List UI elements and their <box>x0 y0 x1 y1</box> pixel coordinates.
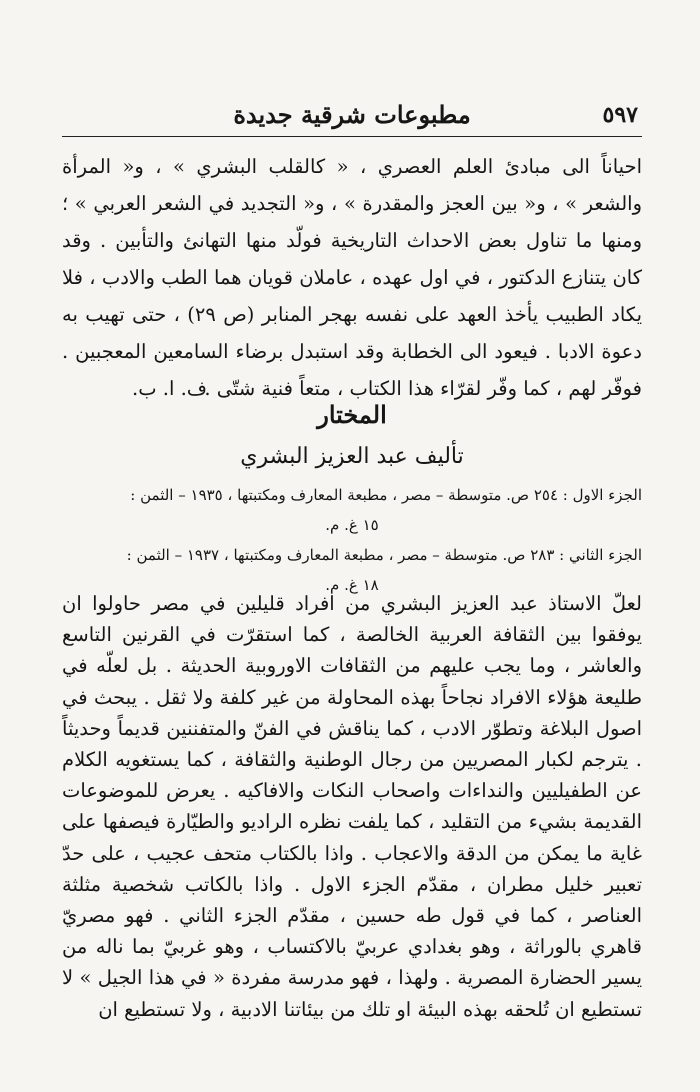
book-author: تأليف عبد العزيز البشري <box>240 444 464 469</box>
volume-price: ١٨ غ. م. <box>325 576 379 594</box>
volume-entry <box>62 480 642 540</box>
review-text: احياناً الى مبادئ العلم العصري ، « كالقلب البشري » ، و« المرأة والشعر » ، و« بين العجز والمقدرة » ، و« التجديد في الشعر العربي » ؛ ومنها ما تناول بعض الاحداث التاريخية فولّد منها التهانئ والتأبين . وقد كان يتنازع الدكتور ، في اول عهده ، عاملان قويان هما الطب والادب ، فلا يكاد الطبيب يأخذ العهد على نفسه بهجر المنابر (ص ٢٩) ، حتى تهيب به دعوة الادبا . فيعود الى الخطابة وقد استبدل برضاء السامعين المعجبين . فوفّر لهم ، كما وفّر لقرّاء هذا الكتاب ، متعاً فنية شتّى . <box>62 155 642 400</box>
running-title: مطبوعات شرقية جديدة <box>233 100 471 129</box>
page-header <box>62 96 642 137</box>
volume-details: الجزء الثاني : ٢٨٣ ص. متوسطة – مصر ، مطبعة المعارف ومكتبتها ، ١٩٣٧ – الثمن : <box>126 546 642 564</box>
page-number: ٥٩٧ <box>602 102 638 128</box>
review-signature: ف. ا. ب. <box>132 377 207 400</box>
review-paragraph <box>62 148 642 407</box>
book-title: المختار <box>317 400 387 429</box>
volume-list <box>62 480 642 600</box>
volume-price: ١٥ غ. م. <box>325 516 379 534</box>
volume-details: الجزء الاول : ٢٥٤ ص. متوسطة – مصر ، مطبعة المعارف ومكتبتها ، ١٩٣٥ – الثمن : <box>130 486 642 504</box>
book-review-body: لعلّ الاستاذ عبد العزيز البشري من افراد قليلين في مصر حاولوا ان يوفقوا بين الثقافة العربية الخالصة ، كما استقرّت في القرنين التاسع والعاشر ، وما يجب عليهم من الثقافات الاوروبية الحديثة . بل لعلّه في طليعة هؤلاء الافراد نجاحاً بهذه المحاولة من غير كلفة ولا ثقل . يبحث في اصول البلاغة وتطوّر الادب ، كما يناقش في الفنّ والمتفننين قديماً وحديثاً . يترجم لكبار المصريين من رجال الوطنية والثقافة ، كما يستغويه الكلام عن الطفيليين والنداءات واصحاب النكات والافاكيه . يعرض للموضوعات القديمة بشيء من التقليد ، كما يلفت نظره الراديو والطيّارة فيصفها على غاية ما يمكن من الدقة والاعجاب . واذا بالكتاب متحف عجيب ، على حدّ تعبير خليل مطران ، مقدّم الجزء الاول . واذا بالكاتب شخصية مثلثة العناصر ، كما في قول طه حسين ، مقدّم الجزء الثاني . فهو مصريّ قاهري بالوراثة ، وهو بغدادي عربيّ بالاكتساب ، وهو غربيّ بما ناله من يسير الحضارة المصرية . ولهذا ، فهو مدرسة مفردة « في هذا الجيل » لا تستطيع ان تُلحقه بهذه البيئة او تلك من بيئاتنا الادبية ، ولا تستطيع ان <box>62 592 642 1021</box>
